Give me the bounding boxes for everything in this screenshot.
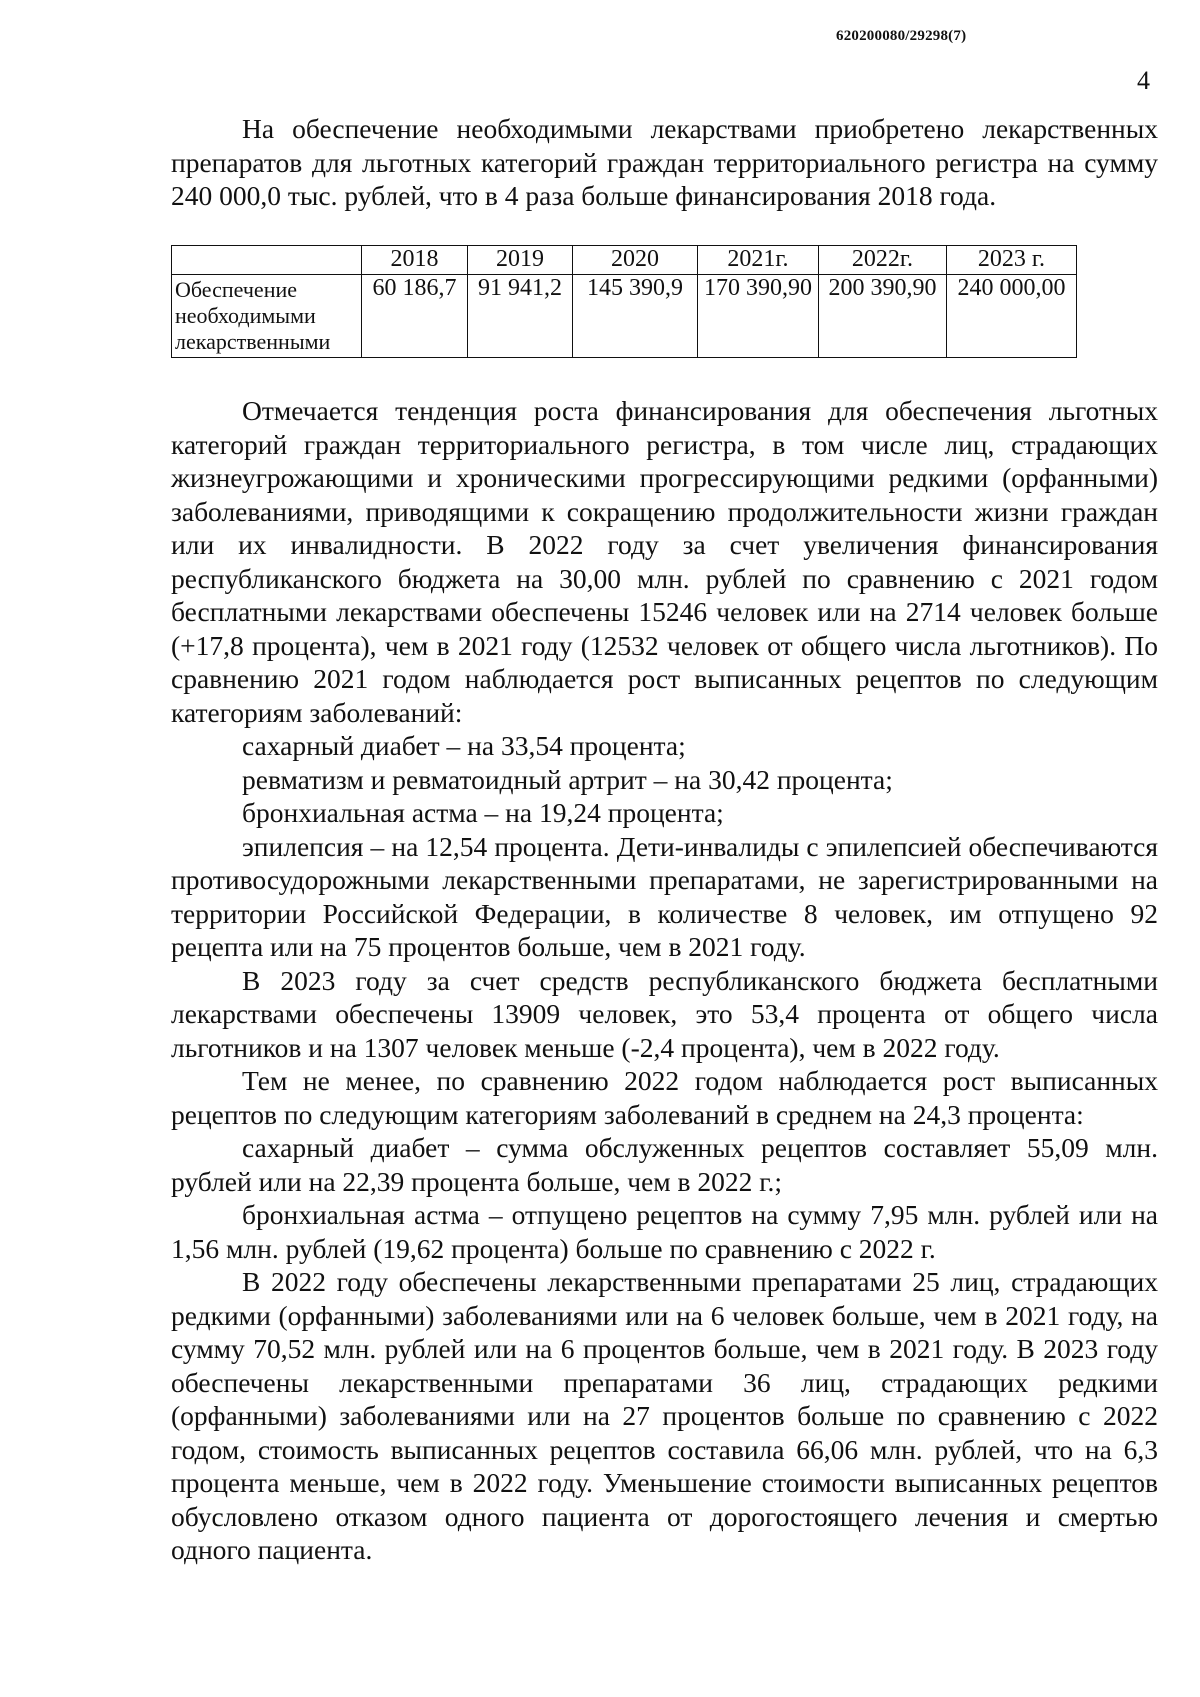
table-column-header: 2023 г. [947,246,1077,275]
list-item-asthma-2022: бронхиальная астма – на 19,24 процента; [242,797,724,828]
table-column-header: 2019 [468,246,573,275]
table-column-header: 2021г. [698,246,819,275]
list-item-epilepsy-2022: эпилепсия – на 12,54 процента. Дети-инвалиды с эпилепсией обеспечиваются противосудорожными лекарственными препаратами, не зарегистрированными на территории Российской Федерации, в количестве 8 человек, им отпущено 92 рецепта или на 75 процентов больше, чем в 2021 году. [171,830,1158,962]
page-number: 4 [1137,66,1150,95]
table-cell: 91 941,2 [468,275,573,358]
main-text-section [171,394,1158,1567]
table-cell: 170 390,90 [698,275,819,358]
list-item-diabetes-2022: сахарный диабет – на 33,54 процента; [242,730,686,761]
list-item-asthma-2023: бронхиальная астма – отпущено рецептов на сумму 7,95 млн. рублей или на 1,56 млн. рублей (19,62 процента) больше по сравнению с 2022 г. [171,1199,1158,1264]
intro-paragraph: На обеспечение необходимыми лекарствами приобретено лекарственных препаратов для льготных категорий граждан территориального регистра на сумму 240 000,0 тыс. рублей, что в 4 раза больше финансирования 2018 года. [171,113,1158,211]
table-cell: 145 390,9 [573,275,698,358]
table-row-label: Обеспечение необходимыми лекарственными [172,275,362,358]
table-cell: 240 000,00 [947,275,1077,358]
paragraph-orphan-diseases: В 2022 году обеспечены лекарственными препаратами 25 лиц, страдающих редкими (орфанными) заболеваниями или на 6 человек больше, чем в 2021 году, на сумму 70,52 млн. рублей или на 6 процентов больше, чем в 2021 году. В 2023 году обеспечены лекарственными препаратами 36 лиц, страдающих редкими (орфанными) заболеваниями или на 27 процентов больше по сравнению с 2022 годом, стоимость выписанных рецептов составила 66,06 млн. рублей, что на 6,3 процента меньше, чем в 2022 году. Уменьшение стоимости выписанных рецептов обусловлено отказом одного пациента от дорогостоящего лечения и смертью одного пациента. [171,1266,1158,1565]
table-corner-cell [172,246,362,275]
list-item-rheumatism-2022: ревматизм и ревматоидный артрит – на 30,42 процента; [242,763,893,795]
list-item-diabetes-2023: сахарный диабет – сумма обслуженных рецептов составляет 55,09 млн. рублей или на 22,39 процента больше, чем в 2022 г.; [171,1132,1158,1197]
table-cell: 60 186,7 [362,275,468,358]
table-header-row [172,246,1077,275]
table-row [172,275,1077,358]
document-registration-code: 620200080/29298(7) [836,28,967,44]
intro-section [171,112,1158,213]
paragraph-prescription-growth: Тем не менее, по сравнению 2022 годом наблюдается рост выписанных рецептов по следующим категориям заболеваний в среднем на 24,3 процента: [171,1065,1158,1130]
table-column-header: 2022г. [819,246,947,275]
table-column-header: 2018 [362,246,468,275]
funding-table [171,245,1077,358]
paragraph-funding-trend: Отмечается тенденция роста финансирования для обеспечения льготных категорий граждан территориального регистра, в том числе лиц, страдающих жизнеугрожающими и хроническими прогрессирующими редкими (орфанными) заболеваниями, приводящими к сокращению продолжительности жизни граждан или их инвалидности. В 2022 году за счет увеличения финансирования республиканского бюджета на 30,00 млн. рублей по сравнению с 2021 годом бесплатными лекарствами обеспечены 15246 человек или на 2714 человек больше (+17,8 процента), чем в 2021 году (12532 человек от общего числа льготников). По сравнению 2021 годом наблюдается рост выписанных рецептов по следующим категориям заболеваний: [171,395,1158,728]
paragraph-2023-beneficiaries: В 2023 году за счет средств республиканского бюджета бесплатными лекарствами обеспечены 13909 человек, это 53,4 процента от общего числа льготников и на 1307 человек меньше (-2,4 процента), чем в 2022 году. [171,964,1158,1063]
table-column-header: 2020 [573,246,698,275]
table-cell: 200 390,90 [819,275,947,358]
